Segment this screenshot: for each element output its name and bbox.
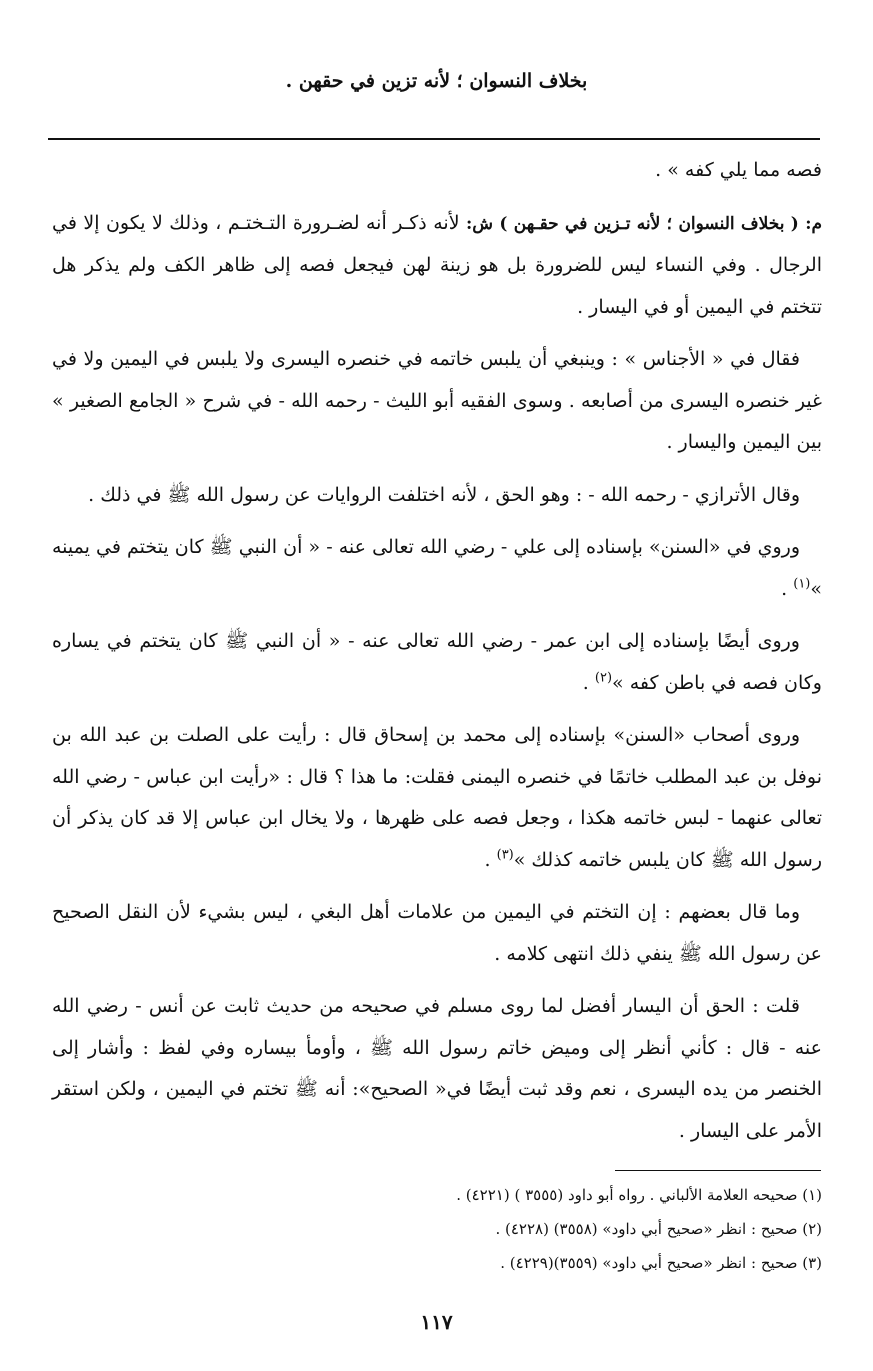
paragraph-1 <box>52 203 822 329</box>
footnotes <box>52 1178 822 1280</box>
paragraph-3: وقال الأترازي - رحمه الله - : وهو الحق ، لأنه اختلفت الروايات عن رسول الله ﷺ في ذلك . <box>88 483 800 506</box>
footnote-1: (١) صحيحه العلامة الألباني . رواه أبو داود (٣٥٥٥ ) (٤٢٢١) . <box>456 1186 822 1204</box>
paragraph-4: وروي في «السنن» بإسناده إلى علي - رضي الله تعالى عنه - « أن النبي ﷺ كان يتختم في يمينه »$^{(١)}$ . <box>52 536 822 600</box>
footnote-2: (٢) صحيح : انظر «صحيح أبي داود» (٣٥٥٨) (٤٢٢٨) . <box>495 1220 822 1238</box>
header-rule <box>48 138 820 140</box>
footnote-ref-3[interactable]: (٣) <box>496 847 514 863</box>
matn-quote: م: ( بخلاف النسوان ؛ لأنه تـزين في حقـهن ) ش: <box>466 213 822 234</box>
running-header: بخلاف النسوان ؛ لأنه تزين في حقهن . <box>285 70 588 92</box>
page-number: ١١٧ <box>420 1310 453 1334</box>
paragraph-5: وروى أيضًا بإسناده إلى ابن عمر - رضي الله تعالى عنه - « أن النبي ﷺ كان يتختم في يساره وكان فصه في باطن كفه »$^{(٢)}$ . <box>52 630 822 694</box>
continuation-line: فصه مما يلي كفه » . <box>655 159 822 181</box>
footnote-ref-2[interactable]: (٢) <box>594 670 613 686</box>
paragraph-8: قلت : الحق أن اليسار أفضل لما روى مسلم في صحيحه من حديث ثابت عن أنس - رضي الله عنه - قال : كأني أنظر إلى وميض خاتم رسول الله ﷺ ، وأومأ بيساره وفي لفظ : وأشار إلى الخنصر من يده اليسرى ، نعم وقد ثبت أيضًا في« الصحيح»: أنه ﷺ تختم في اليمين ، ولكن استقر الأمر على اليسار . <box>52 995 822 1142</box>
body-text <box>52 150 822 1163</box>
paragraph-1-text: لأنه ذكـر أنه لضـرورة التـختـم ، وذلك لا يكون إلا في الرجال . وفي النساء ليس للضرورة بل هو زينة لهن فيجعل فصه إلى ظاهر الكف ولم يذكر هل تتختم في اليمين أو في اليسار . <box>52 211 822 318</box>
paragraph-6: وروى أصحاب «السنن» بإسناده إلى محمد بن إسحاق قال : رأيت على الصلت بن عبد الله بن نوفل بن عبد المطلب خاتمًا في خنصره اليمنى فقلت: ما هذا ؟ قال : «رأيت ابن عباس - رضي الله تعالى عنهما - لبس خاتمه هكذا ، وجعل فصه على ظهرها ، ولا يخال ابن عباس إلا قد كان يذكر أن رسول الله ﷺ كان يلبس خاتمه كذلك »$^{(٣)}$ . <box>52 724 822 871</box>
paragraph-7: وما قال بعضهم : إن التختم في اليمين من علامات أهل البغي ، ليس بشيء لأن النقل الصحيح عن رسول الله ﷺ ينفي ذلك انتهى كلامه . <box>52 901 822 965</box>
paragraph-6-text: وروى أصحاب «السنن» بإسناده إلى محمد بن إسحاق قال : رأيت على الصلت بن عبد الله بن نوفل بن عبد المطلب خاتمًا في خنصره اليمنى فقلت: ما هذا ؟ قال : «رأيت ابن عباس - رضي الله تعالى عنهما - لبس خاتمه هكذا ، وجعل فصه على ظهرها ، ولا يخال ابن عباس إلا قد كان يذكر أن رسول الله ﷺ كان يلبس خاتمه كذلك » <box>52 724 822 871</box>
paragraph-2: فقال في « الأجناس » : وينبغي أن يلبس خاتمه في خنصره اليسرى ولا يلبس في اليمين ولا في غير خنصره اليسرى من أصابعه . وسوى الفقيه أبو الليث - رحمه الله - في شرح « الجامع الصغير » بين اليمين واليسار . <box>52 348 822 453</box>
paragraph-4-text: وروي في «السنن» بإسناده إلى علي - رضي الله تعالى عنه - « أن النبي ﷺ كان يتختم في يمينه » <box>52 536 822 600</box>
footnote-rule <box>615 1170 821 1171</box>
footnote-3: (٣) صحيح : انظر «صحيح أبي داود» (٣٥٥٩)(٤٢٢٩) . <box>500 1254 822 1272</box>
footnote-ref-1[interactable]: (١) <box>793 576 811 592</box>
paragraph-5-text: وروى أيضًا بإسناده إلى ابن عمر - رضي الله تعالى عنه - « أن النبي ﷺ كان يتختم في يساره وكان فصه في باطن كفه » <box>52 630 822 694</box>
